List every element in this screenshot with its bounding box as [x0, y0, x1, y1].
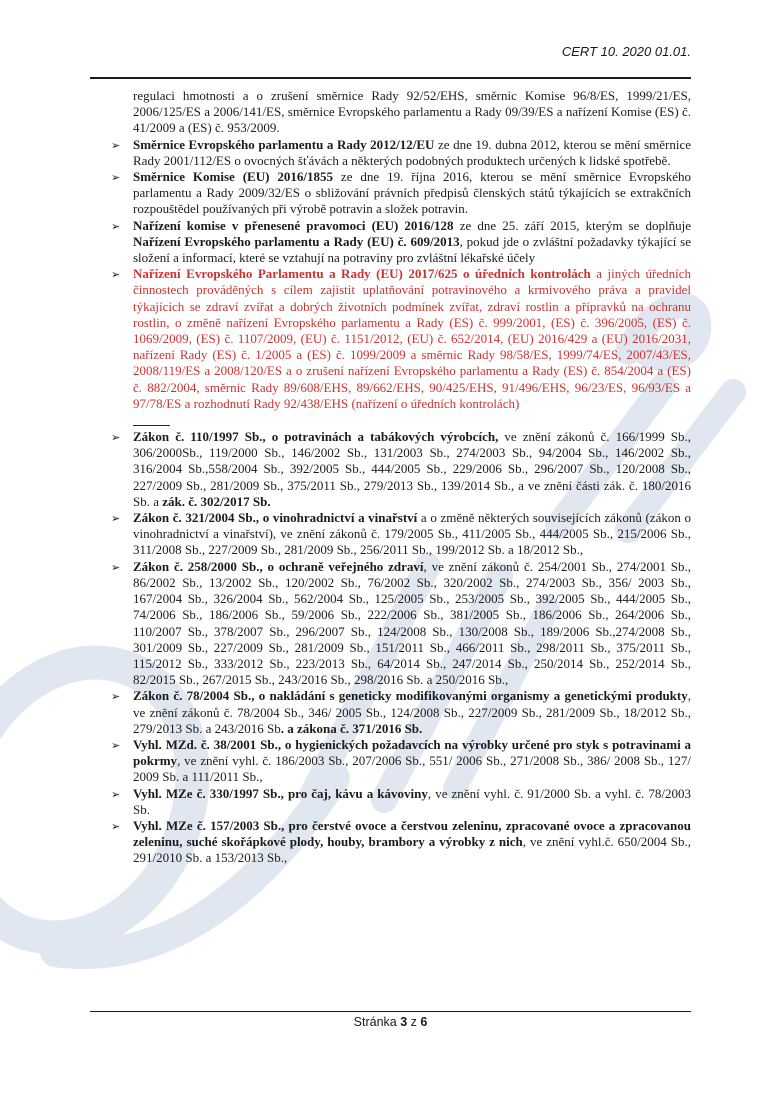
footer-rule [90, 1011, 691, 1012]
arrow-bullet-icon: ➢ [111, 787, 121, 801]
arrow-bullet-icon: ➢ [111, 690, 121, 704]
text-run: ze dne 25. září 2015, kterým se doplňuje [453, 217, 692, 233]
list-item-law-78-2004 [90, 688, 691, 737]
page-label: Stránka [353, 1015, 397, 1029]
page-footer [90, 1011, 691, 1029]
arrow-bullet-icon: ➢ [111, 219, 121, 233]
text-run: Zákon č. 110/1997 Sb., o potravinách a tabákových výrobcích, [133, 429, 499, 445]
text-run: ve znění zákonů č. 166/1999 Sb., 306/2000Sb., 119/2000 Sb., 146/2002 Sb., 131/2003 Sb., 274/2003 Sb., 94/2004 Sb., 146/2002 Sb., 316/2004 Sb.,558/2004 Sb., 392/2005 Sb., 444/2005 Sb., 229/2006 Sb., 296/2007 Sb., 120/2008 Sb., 227/2009 Sb., 281/2009 Sb., 375/2011 Sb., 279/2013 Sb., 139/2014 Sb., a ve znění části zák. č. 180/2016 Sb. a [133, 429, 691, 509]
text-run: Zákon č. 321/2004 Sb., o vinohradnictví a vinařství [133, 510, 418, 526]
body-text [90, 88, 691, 867]
header-document-code: CERT 10. 2020 01.01. [561, 44, 691, 59]
list-item-decree-157-2003 [90, 818, 691, 867]
list-item-law-321-2004 [90, 510, 691, 559]
text-run: Zákon č. 258/2000 Sb., o ochraně veřejného zdraví [133, 558, 424, 574]
arrow-bullet-icon: ➢ [111, 138, 121, 152]
arrow-bullet-icon: ➢ [111, 268, 121, 282]
list-item-regulation-2016-128 [90, 218, 691, 267]
text-run: Zákon č. 78/2004 Sb., o nakládání s geneticky modifikovanými organismy a genetickými produkty [133, 688, 688, 704]
page-current: 3 [400, 1015, 408, 1029]
text-run: , ve znění zákonů č. 78/2004 Sb., 346/ 2005 Sb., 124/2008 Sb., 227/2009 Sb., 281/2009 Sb., 18/2012 Sb., 279/2013 Sb. a 243/2016 Sb [133, 688, 691, 736]
arrow-bullet-icon: ➢ [111, 431, 121, 445]
list-item-regulation-2017-625 [90, 266, 691, 412]
text-run: , pokud jde o zvláštní požadavky týkající se složení a informací, které se vztahují na potraviny pro zvláštní lékařské účely [133, 233, 691, 266]
text-run: Nařízení Evropského Parlamentu a Rady (EU) 2017/625 o úředních kontrolách [133, 266, 591, 282]
footnote-separator-rule [133, 425, 170, 426]
text-run: Vyhl. MZd. č. 38/2001 Sb., o hygienických požadavcích na výrobky určené pro styk s potravinami a pokrmy [133, 736, 691, 769]
text-run: . a zákona č. 371/2016 Sb. [280, 720, 423, 736]
text-run: Směrnice Komise (EU) 2016/1855 [133, 169, 333, 185]
page-number [90, 1015, 691, 1029]
text-run: ze dne 19. října 2016, kterou se mění směrnice Evropského parlamentu a Rady 2009/32/ES o sbližování právních předpisů členských států týkajících se extrakčních rozpouštědel používaných při výrobě potravin a složek potravin. [133, 169, 692, 217]
text-run: , ve znění vyhl.č. 650/2004 Sb., 291/2010 Sb. a 153/2013 Sb., [133, 834, 691, 866]
list-item-law-110-1997 [90, 429, 691, 510]
arrow-bullet-icon: ➢ [111, 738, 121, 752]
list-item-decree-38-2001 [90, 737, 691, 786]
list-item-directive-2012-12-eu [90, 137, 691, 169]
text-run: , ve znění vyhl. č. 91/2000 Sb. a vyhl. č. 78/2003 Sb. [133, 785, 691, 817]
text-run: Nařízení komise v přenesené pravomoci (EU) 2016/128 [133, 217, 454, 233]
text-run: Vyhl. MZe č. 330/1997 Sb., pro čaj, kávu a kávoviny [133, 785, 428, 801]
text-run: Nařízení Evropského parlamentu a Rady (EU) č. 609/2013 [133, 233, 460, 249]
text-run: Vyhl. MZe č. 157/2003 Sb., pro čerstvé ovoce a čerstvou zeleninu, zpracované ovoce a zpracovanou zeleninu, suché skořápkové plody, houby, brambory a výrobky z nich [133, 817, 691, 850]
text-run: a o změně některých souvisejících zákonů (zákon o vinohradnictví a vinařství), ve znění zákonů č. 179/2005 Sb., 411/2005 Sb., 444/2005 Sb., 215/2006 Sb., 311/2008 Sb., 227/2009 Sb., 281/2009 Sb., 256/2011 Sb., 199/2012 Sb. a 18/2012 Sb., [133, 510, 691, 558]
list-item-law-258-2000 [90, 559, 691, 689]
text-run: Směrnice Evropského parlamentu a Rady 2012/12/EU [133, 136, 435, 152]
text-run: zák. č. 302/2017 Sb. [162, 493, 271, 509]
list-item-decree-330-1997 [90, 786, 691, 818]
of-label: z [410, 1015, 417, 1029]
text-run: a jiných úředních činnostech prováděných s cílem zajistit uplatňování potravinového a krmivového práva a pravidel týkajících se zdraví zvířat a dobrých životních podmínek zvířat, zdraví rostlin a přípravků na ochranu rostlin, o změně nařízení Evropského parlamentu a Rady (ES) č. 999/2001, (ES) č. 396/2005, (ES) č. 1069/2009, (ES) č. 1107/2009, (EU) č. 1151/2012, (EU) č. 652/2014, (EU) 2016/429 a (EU) 2016/2031, nařízení Rady (ES) č. 1/2005 a (ES) č. 1099/2009 a směrnic Rady 98/58/ES, 1999/74/ES, 2007/43/ES, 2008/119/ES a 2008/120/ES a o zrušení nařízení Evropského parlamentu a Rady (ES) č. 854/2004 a (ES) č. 882/2004, směrnic Rady 89/608/EHS, 89/662/EHS, 90/425/EHS, 91/496/EHS, 96/23/ES, 96/93/ES a 97/78/ES a rozhodnutí Rady 92/438/EHS (nařízení o úředních kontrolách) [133, 266, 691, 411]
arrow-bullet-icon: ➢ [111, 512, 121, 526]
text-run: ze dne 19. dubna 2012, kterou se mění směrnice Rady 2001/112/ES o ovocných šťávách a některých podobných produktech určených k lidské spotřebě. [133, 136, 691, 168]
arrow-bullet-icon: ➢ [111, 171, 121, 185]
text-run: , ve znění zákonů č. 254/2001 Sb., 274/2001 Sb., 86/2002 Sb., 13/2002 Sb., 120/2002 Sb., 76/2002 Sb., 320/2002 Sb., 274/2003 Sb., 356/ 2003 Sb., 167/2004 Sb., 326/2004 Sb., 562/2004 Sb., 125/2005 Sb., 253/2005 Sb., 392/2005 Sb., 444/2005 Sb., 74/2006 Sb., 186/2006 Sb., 59/2006 Sb., 222/2006 Sb., 381/2005 Sb., 186/2006 Sb., 264/2006 Sb., 110/2007 Sb., 378/2007 Sb., 296/2007 Sb., 124/2008 Sb., 130/2008 Sb., 189/2006 Sb.,274/2008 Sb., 301/2009 Sb., 227/2009 Sb., 281/2009 Sb., 151/2011 Sb., 466/2011 Sb., 298/2011 Sb., 375/2011 Sb., 115/2012 Sb., 333/2012 Sb., 223/2013 Sb., 64/2014 Sb., 247/2014 Sb., 250/2014 Sb., 252/2014 Sb., 82/2015 Sb., 267/2015 Sb., 243/2016 Sb., 298/2016 Sb. a 250/2016 Sb., [133, 558, 691, 688]
arrow-bullet-icon: ➢ [111, 819, 121, 833]
intro-paragraph: regulaci hmotnosti a o zrušení směrnice Rady 92/52/EHS, směrnic Komise 96/8/ES, 1999/21/ES, 2006/125/ES a 2006/141/ES, směrnice Evropského parlamentu a Rady 09/39/ES a nařízení Komise (ES) č. 41/2009 a (ES) č. 953/2009. [133, 88, 691, 136]
header-rule [90, 77, 691, 79]
page-total: 6 [420, 1015, 428, 1029]
list-item-directive-2016-1855 [90, 169, 691, 218]
text-run: , ve znění vyhl. č. 186/2003 Sb., 207/2006 Sb., 551/ 2006 Sb., 271/2008 Sb., 386/ 2008 Sb., 127/ 2009 Sb. a 111/2011 Sb., [133, 753, 691, 785]
page-content [90, 0, 691, 867]
arrow-bullet-icon: ➢ [111, 560, 121, 574]
